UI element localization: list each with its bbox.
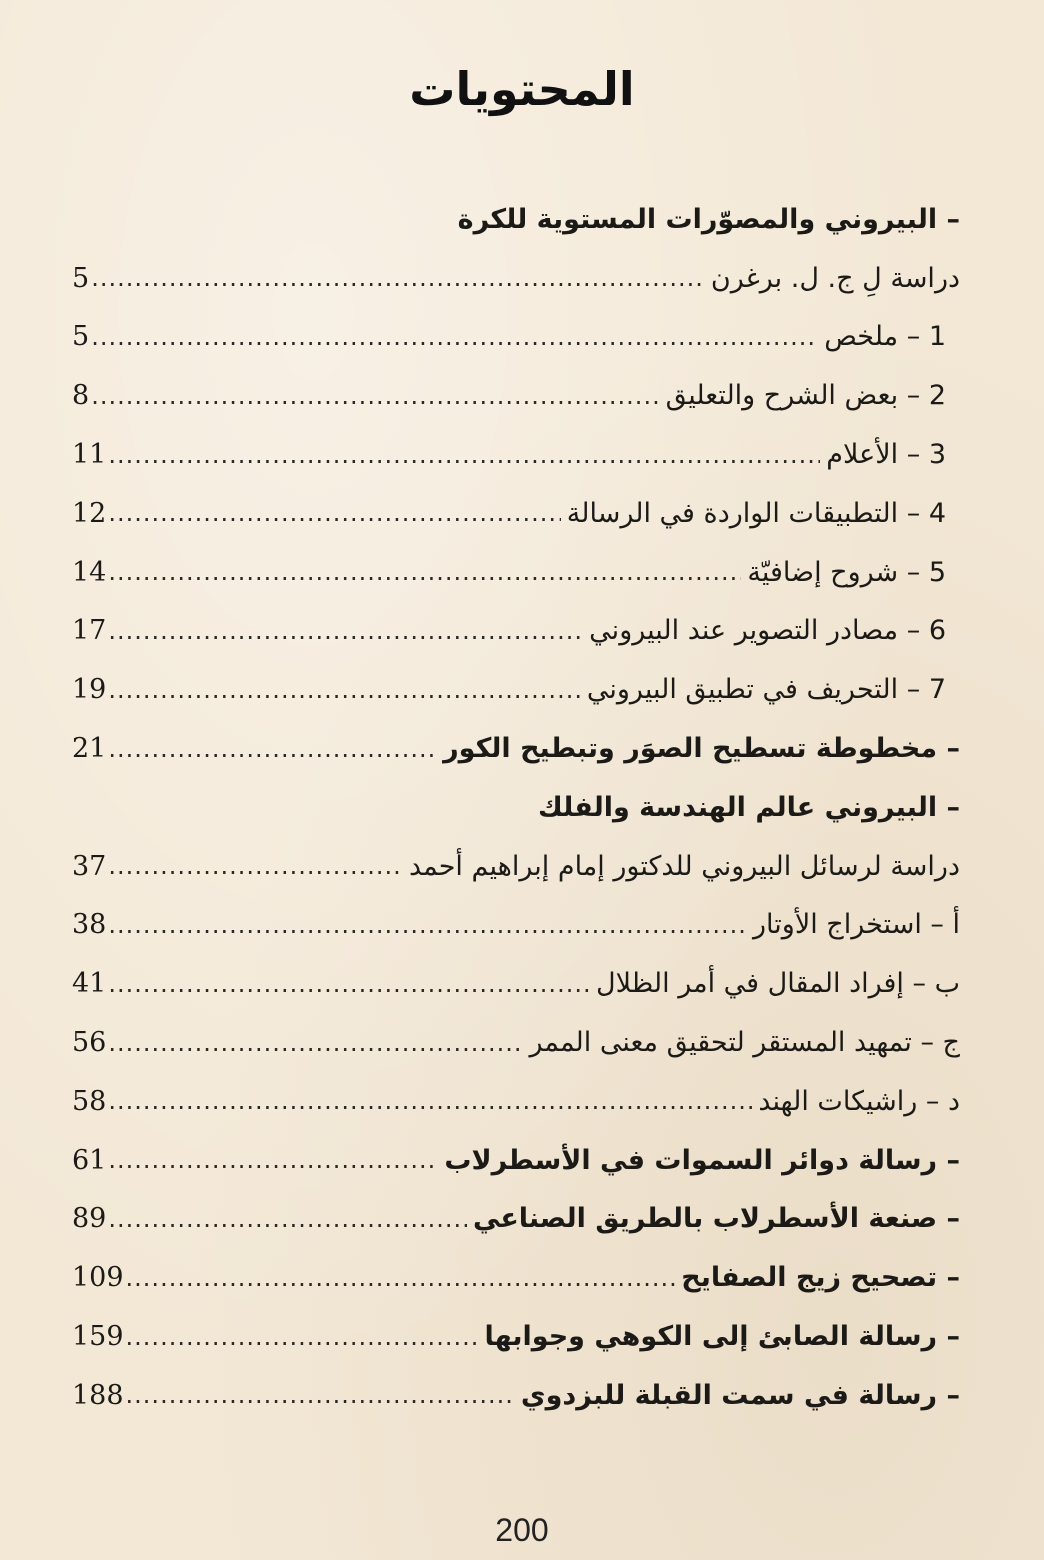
dot-leader bbox=[126, 1264, 676, 1292]
toc-entry-title: 3 – الأعلام bbox=[826, 439, 946, 471]
toc-entry bbox=[72, 484, 960, 543]
toc-entry bbox=[72, 660, 960, 719]
page-number: 200 bbox=[495, 1512, 549, 1548]
toc-entry-title: ج – تمهيد المستقر لتحقيق معنى الممر bbox=[529, 1027, 960, 1059]
dot-leader bbox=[126, 1381, 515, 1409]
toc-entry bbox=[72, 1072, 960, 1131]
toc-entry-title: – صنعة الأسطرلاب بالطريق الصناعي bbox=[473, 1203, 960, 1235]
toc-entry bbox=[72, 719, 960, 778]
toc-entry-title: – مخطوطة تسطيح الصوَر وتبطيح الكور bbox=[443, 733, 960, 765]
toc-entry-page: 5 bbox=[72, 321, 90, 353]
toc-entry-page: 58 bbox=[72, 1085, 107, 1117]
toc-entry-title: 5 – شروح إضافيّة bbox=[747, 556, 946, 588]
toc-entry-title: – تصحيح زيج الصفايح bbox=[681, 1262, 960, 1294]
toc-entry-page: 56 bbox=[72, 1027, 107, 1059]
toc-entry bbox=[72, 1248, 960, 1307]
toc-entry-title: دراسة لِ ج. ل. برغرن bbox=[710, 262, 960, 294]
toc-entry-title: 2 – بعض الشرح والتعليق bbox=[665, 380, 946, 412]
toc-entry-page: 159 bbox=[72, 1321, 124, 1353]
toc-entry-page: 61 bbox=[72, 1144, 107, 1176]
toc-entry-title: 1 – ملخص bbox=[824, 321, 946, 353]
toc-entry-title: – رسالة الصابئ إلى الكوهي وجوابها bbox=[484, 1321, 960, 1353]
dot-leader bbox=[108, 852, 403, 880]
toc-entry-page: 41 bbox=[72, 968, 107, 1000]
dot-leader bbox=[91, 323, 818, 351]
dot-leader bbox=[91, 264, 705, 292]
toc-entry-page: 17 bbox=[72, 615, 107, 647]
toc-entry-page: 21 bbox=[72, 733, 107, 765]
toc-entry-title: د – راشيكات الهند bbox=[758, 1085, 960, 1117]
toc-entry bbox=[72, 366, 960, 425]
dot-leader bbox=[108, 441, 820, 469]
dot-leader bbox=[108, 676, 581, 704]
toc-entry-title: 6 – مصادر التصوير عند البيروني bbox=[589, 615, 946, 647]
toc-entry bbox=[72, 1366, 960, 1425]
toc-entry-page: 19 bbox=[72, 674, 107, 706]
dot-leader bbox=[91, 382, 659, 410]
toc-entry-page: 109 bbox=[72, 1262, 124, 1294]
toc-entry bbox=[72, 425, 960, 484]
toc-entry bbox=[72, 1013, 960, 1072]
dot-leader bbox=[108, 1146, 438, 1174]
toc-entry-title: – البيروني عالم الهندسة والفلك bbox=[538, 791, 960, 823]
dot-leader bbox=[108, 558, 741, 586]
toc-entry bbox=[72, 308, 960, 367]
toc-entry-title: دراسة لرسائل البيروني للدكتور إمام إبراهيم أحمد bbox=[408, 850, 960, 882]
toc-entry-title: ب – إفراد المقال في أمر الظلال bbox=[596, 968, 960, 1000]
toc-entry-page: 5 bbox=[72, 262, 90, 294]
toc-entry bbox=[72, 1190, 960, 1249]
toc-entry-page: 8 bbox=[72, 380, 90, 412]
toc-entry bbox=[72, 543, 960, 602]
dot-leader bbox=[108, 1029, 523, 1057]
toc-entry-page: 37 bbox=[72, 850, 107, 882]
toc-entry-page: 38 bbox=[72, 909, 107, 941]
toc-entry bbox=[72, 896, 960, 955]
toc-entry bbox=[72, 778, 960, 837]
toc-entry-title: أ – استخراج الأوتار bbox=[753, 909, 960, 941]
dot-leader bbox=[108, 499, 560, 527]
page-title: المحتويات bbox=[409, 62, 635, 116]
toc-entry bbox=[72, 249, 960, 308]
toc-entry-page: 11 bbox=[72, 439, 107, 471]
toc-entry bbox=[72, 1131, 960, 1190]
toc-entry bbox=[72, 602, 960, 661]
table-of-contents bbox=[72, 190, 960, 1425]
toc-entry-title: – رسالة دوائر السموات في الأسطرلاب bbox=[444, 1144, 960, 1176]
toc-entry-title: – البيروني والمصوّرات المستوية للكرة bbox=[457, 203, 960, 235]
dot-leader bbox=[108, 911, 747, 939]
toc-entry-page: 12 bbox=[72, 497, 107, 529]
toc-entry-page: 14 bbox=[72, 556, 107, 588]
dot-leader bbox=[108, 1205, 467, 1233]
toc-entry bbox=[72, 1307, 960, 1366]
toc-entry-title: – رسالة في سمت القبلة للبزدوي bbox=[520, 1379, 960, 1411]
dot-leader bbox=[126, 1323, 479, 1351]
dot-leader bbox=[108, 735, 437, 763]
dot-leader bbox=[108, 617, 583, 645]
toc-entry-title: 4 – التطبيقات الواردة في الرسالة bbox=[566, 497, 946, 529]
toc-entry bbox=[72, 190, 960, 249]
toc-entry-page: 89 bbox=[72, 1203, 107, 1235]
toc-entry-title: 7 – التحريف في تطبيق البيروني bbox=[586, 674, 946, 706]
dot-leader bbox=[108, 970, 590, 998]
toc-entry bbox=[72, 837, 960, 896]
toc-entry-page: 188 bbox=[72, 1379, 124, 1411]
dot-leader bbox=[108, 1087, 752, 1115]
toc-entry bbox=[72, 954, 960, 1013]
